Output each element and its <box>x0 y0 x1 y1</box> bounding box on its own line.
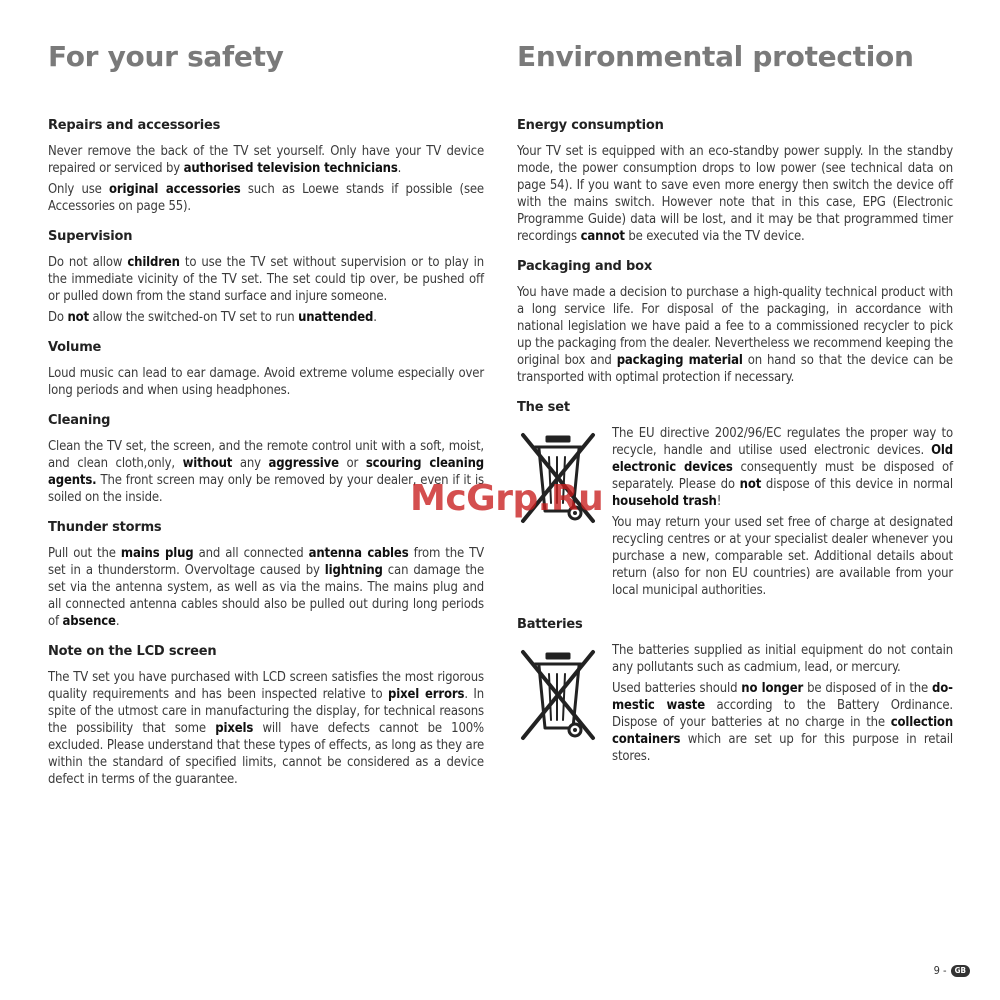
text-run: any <box>232 456 269 471</box>
section-heading: Volume <box>48 340 102 355</box>
section-batteries <box>517 617 953 769</box>
bold-term: pixel errors <box>388 687 465 702</box>
text-run: can damage the set via the antenna system, as well as via the mains. The mains plug and all connected antenna cables should also be pulled out during long periods of <box>48 563 484 629</box>
section-heading: Note on the LCD screen <box>48 644 217 659</box>
right-sections <box>517 118 953 783</box>
bold-term: scouring cleaning agents. <box>48 456 484 488</box>
paragraph <box>517 143 953 245</box>
section-thunder-storms <box>48 520 484 630</box>
section-energy-consumption <box>517 118 953 245</box>
page-title-right: Environmental protection <box>517 40 914 73</box>
bold-term: unattended <box>298 310 374 325</box>
watermark: McGrp.Ru <box>410 478 604 519</box>
text-run: dispose of this device in normal <box>761 477 954 492</box>
section-heading: Batteries <box>517 617 583 632</box>
text-run: and all connected <box>193 546 309 561</box>
text-run: according to the Battery Ordinance. Dispose of your batteries at no charge in the <box>612 698 953 730</box>
bold-term: pixels <box>215 721 254 736</box>
icon-row <box>517 642 953 769</box>
icon-text <box>612 425 953 603</box>
left-sections <box>48 118 484 802</box>
text-run: . <box>373 310 377 325</box>
paragraph <box>48 254 484 305</box>
bold-term: lightning <box>324 563 383 578</box>
text-run: The TV set you have purchased with LCD screen satisfies the most rigorous quality requirements and has been inspected relative to <box>48 670 484 702</box>
section-heading: Packaging and box <box>517 259 653 274</box>
text-run: from the TV set in a thunderstorm. Overvoltage caused by <box>48 546 485 578</box>
text-run: be disposed of in the <box>803 681 933 696</box>
text-run: such as Loewe stands if possible (see Accessories on page 55). <box>48 182 484 214</box>
text-run: You have made a decision to purchase a high-quality technical product with a long service life. For disposal of the packaging, in accordance with national legislation we have paid a fee to a commissioned recycler to pick up the packaging from the dealer. Nevertheless we recommend keeping the original box and <box>517 285 953 368</box>
section-heading: Energy consumption <box>517 118 664 133</box>
text-run: The front screen may only be removed by your dealer, even if it is soiled on the inside. <box>48 473 484 505</box>
icon-text <box>612 642 953 769</box>
bold-term: children <box>127 255 180 270</box>
text-run: allow the switched-on TV set to run <box>88 310 299 325</box>
bold-term: cannot <box>580 229 625 244</box>
text-run: . <box>115 614 120 629</box>
bold-term: without <box>182 456 233 471</box>
bold-term: no longer <box>741 681 804 696</box>
text-run: Used batteries should <box>612 681 742 696</box>
text-run: Your TV set is equipped with an eco-standby power supply. In the standby mode, the power consumption drops to low power (see technical data on page 54). If you want to save even more energy then switch the device off with the mains switch. However note that in this case, EPG (Electronic Programme Guide) data will be lost, and it may be that programmed timer recordings <box>517 144 953 244</box>
text-run: Do not allow <box>48 255 128 270</box>
paragraph <box>48 365 484 399</box>
bold-term: household trash <box>612 494 717 509</box>
text-run: Pull out the <box>48 546 121 561</box>
text-run: You may return your used set free of charge at designated recycling centres or at your specialist dealer whenever you purchase a new, comparable set. Additional details about return (also for non EU countries) are available from your local municipal authorities. <box>612 515 953 598</box>
page-title-left: For your safety <box>48 40 284 73</box>
bold-term: not <box>67 310 89 325</box>
bold-term: not <box>739 477 762 492</box>
page-footer <box>934 964 970 977</box>
section-heading: Cleaning <box>48 413 111 428</box>
bold-term: collection containers <box>612 715 953 747</box>
text-run: The EU directive 2002/96/EC regulates the proper way to recycle, handle and utilise used electronic devices. <box>612 426 953 458</box>
text-run: . In spite of the utmost care in manufacturing the display, for technical reasons the possibility that some <box>48 687 484 736</box>
bold-term: aggressive <box>268 456 339 471</box>
section-heading: The set <box>517 400 570 415</box>
text-run: . <box>397 161 402 176</box>
bold-term: Old electronic devices <box>612 443 953 475</box>
paragraph <box>48 181 484 215</box>
paragraph <box>48 143 484 177</box>
bold-term: mains plug <box>120 546 194 561</box>
paragraph <box>612 514 953 599</box>
paragraph <box>612 642 953 676</box>
paragraph <box>612 680 953 765</box>
bold-term: authorised television technicians <box>183 161 398 176</box>
text-run: be executed via the TV device. <box>624 229 805 244</box>
text-run: on hand so that the device can be transported with optimal protection if necessary. <box>517 353 953 385</box>
crossed-out-wheelie-bin-icon <box>517 644 599 744</box>
text-run: Clean the TV set, the screen, and the remote control unit with a soft, moist, and clean cloth,only, <box>48 439 484 471</box>
text-run: Loud music can lead to ear damage. Avoid extreme volume especially over long periods and when using headphones. <box>48 366 484 398</box>
text-run: to use the TV set without supervision or to play in the immediate vicinity of the TV set. The set could tip over, be pushed off or pulled down from the stand surface and injure someone. <box>48 255 485 304</box>
text-run: Never remove the back of the TV set yourself. Only have your TV device repaired or serviced by <box>48 144 484 176</box>
language-badge: GB <box>951 965 970 977</box>
bold-term: absence <box>62 614 116 629</box>
page-number: 9 - <box>933 964 947 977</box>
text-run: consequently must be disposed of separately. Please do <box>612 460 953 492</box>
bold-term: original accessories <box>109 182 241 197</box>
text-run: ! <box>716 494 722 509</box>
text-run: or <box>338 456 366 471</box>
section-note-on-the-lcd-screen <box>48 644 484 788</box>
section-repairs-and-accessories <box>48 118 484 215</box>
text-run: Only use <box>48 182 110 197</box>
section-packaging-and-box <box>517 259 953 386</box>
bold-term: domestic waste <box>612 681 954 713</box>
text-run: Do <box>48 310 68 325</box>
paragraph <box>612 425 953 510</box>
paragraph <box>517 284 953 386</box>
text-run: which are set up for this purpose in retail stores. <box>612 732 953 764</box>
text-run: The batteries supplied as initial equipment do not contain any pollutants such as cadmium, lead, or mercury. <box>612 643 953 675</box>
section-volume <box>48 340 484 399</box>
paragraph <box>48 309 484 326</box>
bold-term: antenna cables <box>308 546 409 561</box>
paragraph <box>48 545 484 630</box>
section-heading: Thunder storms <box>48 520 162 535</box>
text-run: will have defects cannot be 100% excluded. Please understand that these types of effects, as long as they are within the standard of specified limits, cannot be considered as a device defect in terms of the guarantee. <box>48 721 485 787</box>
section-heading: Repairs and accessories <box>48 118 221 133</box>
section-heading: Supervision <box>48 229 133 244</box>
section-supervision <box>48 229 484 326</box>
bold-term: packaging material <box>616 353 743 368</box>
paragraph <box>48 669 484 788</box>
